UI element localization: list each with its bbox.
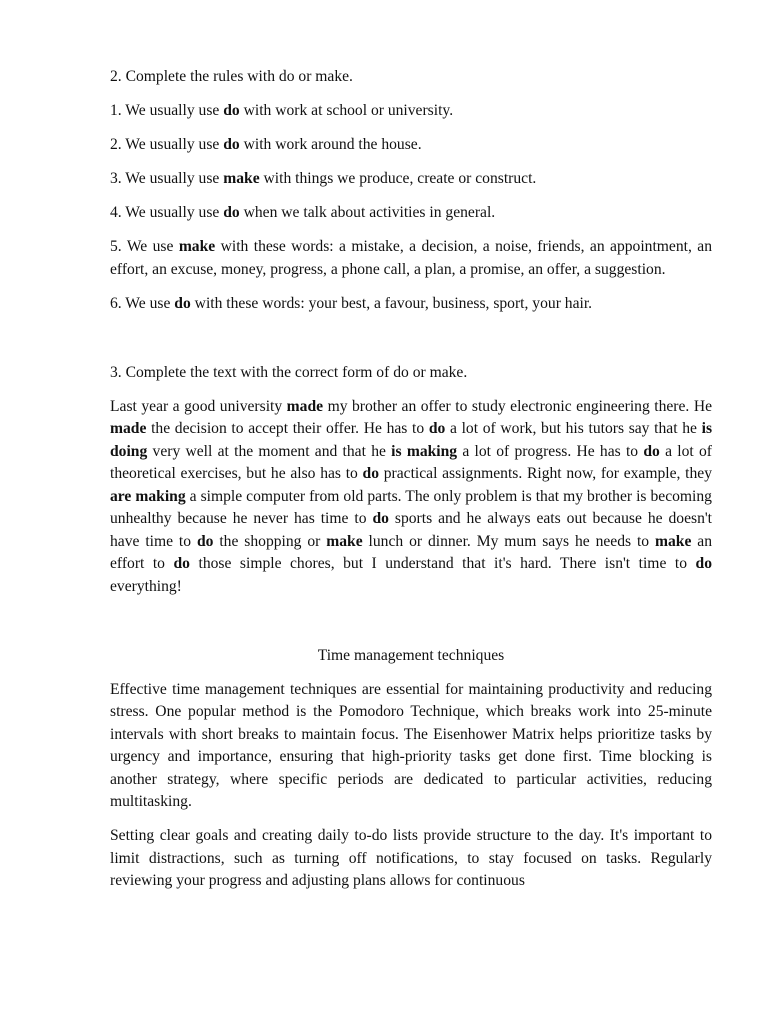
answer-word: made	[286, 397, 324, 415]
section-spacer	[110, 610, 712, 645]
rule-item	[110, 134, 712, 157]
rule-text: 6. We use	[110, 294, 175, 312]
paragraph-text: very well at the moment and that he	[147, 442, 392, 460]
rule-text: with things we produce, create or construct.	[259, 170, 537, 187]
article-paragraph: Effective time management techniques are essential for maintaining productivity and reducing stress. One popular method is the Pomodoro Technique, which breaks work into 25-minute intervals with short breaks to maintain focus. The Eisenhower Matrix helps prioritize tasks by urgency and importance, ensuring that high-priority tasks get done first. Time blocking is another strategy, where specific periods are dedicated to particular activities, reducing multitasking.	[110, 680, 712, 810]
rule-text: 5. We use	[110, 238, 179, 255]
paragraph-text: the decision to accept their offer. He has to	[146, 420, 429, 437]
answer-word: is doing	[110, 420, 713, 460]
answer-word: do	[196, 532, 214, 550]
article-paragraph: Setting clear goals and creating daily to-do lists provide structure to the day. It's important to limit distractions, such as turning off notifications, to stay focused on tasks. Regularly reviewing your progress and adjusting plans allows for continuous	[110, 827, 712, 889]
section3-paragraph	[110, 396, 712, 599]
rule-text: when we talk about activities in general.	[239, 204, 496, 221]
rule-text: 1. We usually use	[110, 102, 224, 119]
answer-word: is making	[391, 442, 458, 460]
rule-text: 4. We usually use	[110, 204, 224, 221]
paragraph-text: a simple computer from old parts. The only problem is that my brother is becoming unhealthy because he never has time to	[110, 487, 712, 527]
paragraph-text: a lot of progress. He has to	[457, 442, 644, 460]
rule-item	[110, 236, 712, 281]
section3-heading: 3. Complete the text with the correct form of do or make.	[110, 363, 468, 381]
rule-text: 2. We usually use	[110, 136, 224, 153]
rule-keyword: do	[223, 204, 240, 221]
answer-word: do	[695, 555, 712, 572]
answer-word: do	[428, 420, 446, 437]
rule-keyword: do	[174, 294, 191, 312]
rule-keyword: make	[178, 238, 216, 255]
paragraph-text: lunch or dinner. My mum says he needs to	[362, 532, 655, 550]
answer-word: do	[173, 555, 190, 572]
paragraph-text: a lot of theoretical exercises, but he also has to	[110, 442, 712, 482]
answer-word: make	[655, 532, 692, 550]
paragraph-text: everything!	[110, 577, 182, 595]
rule-text: with work at school or university.	[239, 102, 454, 119]
paragraph-text: sports and he always eats out because he doesn't have time to	[110, 510, 713, 550]
answer-word: are making	[110, 487, 186, 505]
section2-heading: 2. Complete the rules with do or make.	[110, 68, 353, 85]
rule-item	[110, 202, 712, 225]
rule-text: with work around the house.	[239, 136, 422, 153]
answer-word: do	[643, 442, 660, 460]
rule-item	[110, 100, 712, 123]
rule-keyword: do	[223, 136, 240, 153]
paragraph-text: practical assignments. Right now, for example, they	[379, 465, 712, 482]
rule-text: with these words: your best, a favour, business, sport, your hair.	[190, 294, 593, 312]
rule-keyword: make	[223, 170, 260, 187]
rule-item	[110, 293, 712, 316]
section-spacer	[110, 327, 712, 362]
document-page	[110, 66, 712, 904]
rule-text: with these words: a mistake, a decision, a noise, friends, an appointment, an effort, an excuse, money, progress, a phone call, a plan, a promise, an offer, a suggestion.	[110, 238, 712, 278]
answer-word: made	[110, 420, 147, 437]
answer-word: do	[372, 510, 389, 527]
paragraph-text: my brother an offer to study electronic engineering there. He	[323, 397, 712, 415]
answer-word: make	[326, 532, 363, 550]
answer-word: do	[362, 465, 380, 482]
paragraph-text: a lot of work, but his tutors say that he	[445, 420, 702, 437]
article-title: Time management techniques	[317, 646, 505, 664]
rule-text: 3. We usually use	[110, 170, 224, 187]
paragraph-text: an effort to	[110, 532, 713, 572]
paragraph-text: the shopping or	[213, 532, 327, 550]
paragraph-text: Last year a good university	[110, 397, 287, 415]
paragraph-text: those simple chores, but I understand that it's hard. There isn't time to	[189, 555, 696, 572]
rule-item	[110, 168, 712, 191]
rule-keyword: do	[223, 102, 240, 119]
